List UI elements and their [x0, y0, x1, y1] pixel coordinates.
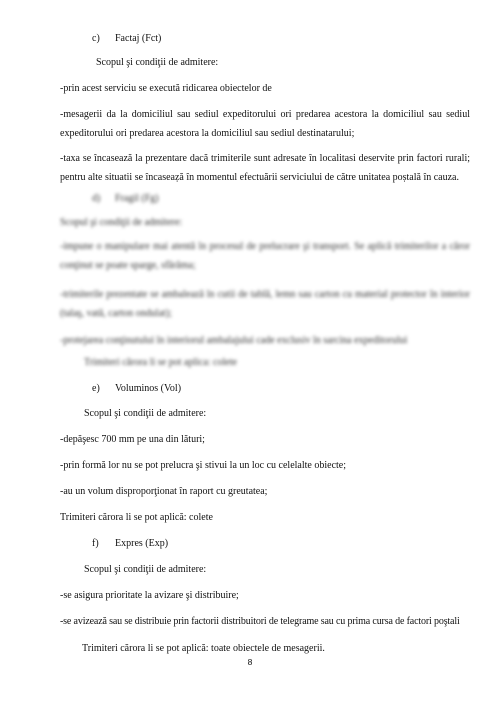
section-d-heading [92, 192, 470, 205]
section-e-line-4: Trimiteri cărora li se pot aplică: colete [60, 512, 213, 523]
section-c-heading [92, 32, 470, 45]
section-e-label: e) [92, 383, 100, 394]
section-c-scope: Scopul şi condiţii de admitere: [96, 57, 219, 68]
section-d-scope: Scopul şi condiţii de admitere: [60, 217, 183, 228]
section-d-title: Fragil (Fg) [115, 193, 159, 204]
section-f-line-3: Trimiteri cărora li se pot aplică: toate obiectele de mesagerii. [82, 643, 325, 654]
section-f-line-2: -se avizează sau se distribuie prin factorii distribuitori de telegrame sau cu prima cursa de factori poştali [60, 616, 460, 627]
section-e-heading [92, 382, 470, 395]
section-d-line-2: -trimiterile prezentate se ambalează în cutii de tablă, lemn sau carton cu material protector în interior (talaş, vată, carton ondulat); [60, 289, 470, 319]
section-f-line-1: -se asigura prioritate la avizare şi distribuire; [60, 590, 239, 601]
section-e-title: Voluminos (Vol) [115, 383, 182, 394]
section-d-line-3: -protejarea conţinutului în interiorul ambalajului cade exclusiv în sarcina expeditorului [60, 335, 408, 346]
section-c-line-1: -prin acest serviciu se execută ridicarea obiectelor de [60, 83, 272, 94]
section-f-scope: Scopul şi condiţii de admitere: [84, 564, 207, 575]
section-e-line-3: -au un volum disproporţionat în raport cu greutatea; [60, 486, 268, 497]
section-f-label: f) [92, 538, 99, 549]
section-e-line-2: -prin formă lor nu se pot prelucra şi stivui la un loc cu celelalte obiecte; [60, 460, 347, 471]
section-e-line-1: -depăşesc 700 mm pe una din lături; [60, 434, 205, 445]
section-c-line-2: -mesagerii da la domiciliul sau sediul expeditorului ori predarea acestora la domiciliul sau sediul expeditorului ori predarea acestora la domiciliul sau sediul destinatarului; [60, 109, 470, 139]
section-c-line-3: -taxa se încasează la prezentare dacă trimiterile sunt adresate în localitasi deservite prin factori rurali; pentru alte situatii se încaseaẓă în momentul efectuării serviciului de către unitatea poṣtală în cauza. [60, 153, 470, 183]
section-c-title: Factaj (Fct) [115, 33, 162, 44]
section-d-line-4: Trimiteri cărora li se pot aplica: colete [84, 357, 237, 368]
page-number: 8 [247, 657, 253, 667]
section-f-heading [92, 537, 470, 550]
section-d-line-1: -impune o manipulare mai atentă în procesul de prelucrare şi transport. Se aplică trimiterilor a căror conţinut se poate sparge, sfărâma; [60, 241, 470, 271]
section-f-title: Expres (Exp) [115, 538, 169, 549]
section-e-scope: Scopul şi condiţii de admitere: [84, 408, 207, 419]
section-c-label: c) [92, 33, 100, 44]
section-d-label: d) [92, 193, 101, 204]
